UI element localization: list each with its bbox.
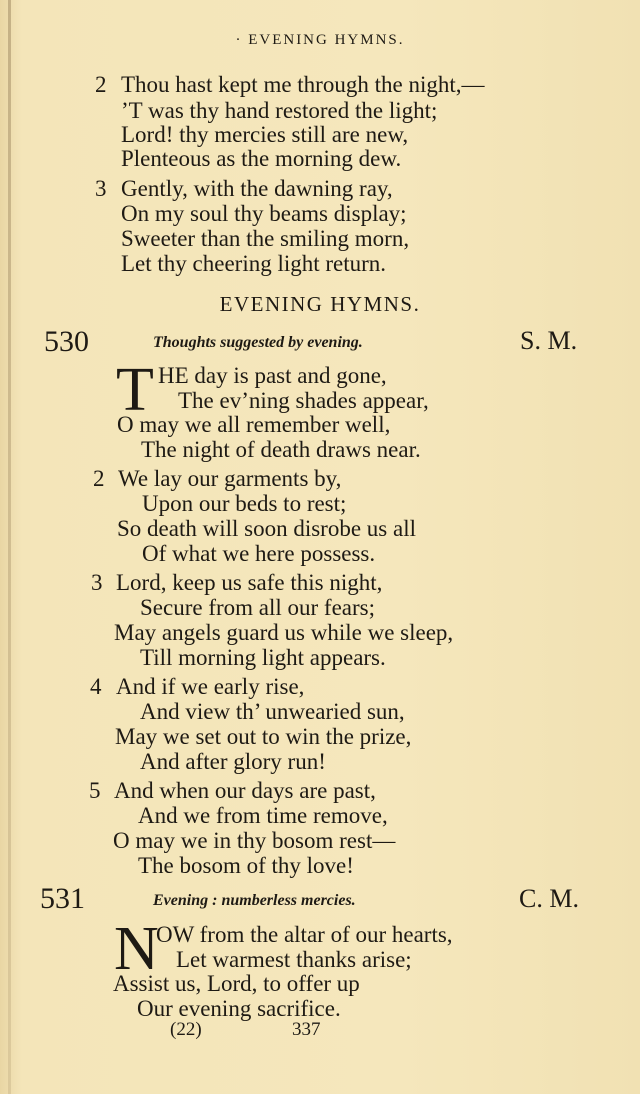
stanza-number: 2 bbox=[93, 466, 105, 491]
verse-line: OW from the altar of our hearts, bbox=[156, 922, 453, 947]
hymn-topic: Thoughts suggested by evening. bbox=[153, 334, 363, 351]
verse-line: HE day is past and gone, bbox=[158, 363, 387, 388]
page-number: 337 bbox=[292, 1019, 321, 1040]
verse-line: Sweeter than the smiling morn, bbox=[121, 226, 410, 251]
drop-cap: N bbox=[114, 915, 159, 983]
verse-line: Of what we here possess. bbox=[142, 541, 376, 566]
signature-mark: (22) bbox=[170, 1019, 202, 1040]
verse-line: May we set out to win the prize, bbox=[115, 724, 412, 749]
stanza-number: 5 bbox=[89, 778, 101, 803]
verse-line: O may we in thy bosom rest— bbox=[113, 828, 396, 853]
hymn-meter: S. M. bbox=[520, 326, 578, 355]
hymn-number: 531 bbox=[40, 882, 85, 915]
verse-line: Let warmest thanks arise; bbox=[176, 947, 412, 972]
verse-line: We lay our garments by, bbox=[118, 466, 342, 491]
hymn-meter: C. M. bbox=[519, 884, 579, 913]
verse-line: ’T was thy hand restored the light; bbox=[121, 98, 438, 123]
verse-line: The ev’ning shades appear, bbox=[178, 388, 429, 413]
stanza-number: 3 bbox=[95, 176, 107, 201]
verse-line: And when our days are past, bbox=[114, 778, 376, 803]
verse-line: Let thy cheering light return. bbox=[121, 251, 387, 276]
stanza-number: 2 bbox=[95, 72, 107, 97]
stanza-number: 4 bbox=[90, 674, 102, 699]
verse-line: Plenteous as the morning dew. bbox=[121, 146, 402, 171]
hymn-number: 530 bbox=[44, 325, 89, 358]
verse-line: And we from time remove, bbox=[138, 803, 388, 828]
verse-line: So death will soon disrobe us all bbox=[117, 516, 416, 541]
verse-line: Lord! thy mercies still are new, bbox=[121, 122, 409, 147]
verse-line: The night of death draws near. bbox=[141, 437, 421, 462]
verse-line: Upon our beds to rest; bbox=[142, 491, 347, 516]
verse-line: The bosom of thy love! bbox=[138, 853, 354, 878]
verse-line: Our evening sacrifice. bbox=[137, 996, 341, 1021]
verse-line: O may we all remember well, bbox=[117, 412, 391, 437]
verse-line: And after glory run! bbox=[140, 749, 326, 774]
drop-cap: T bbox=[116, 356, 154, 424]
verse-line: On my soul thy beams display; bbox=[121, 201, 407, 226]
section-heading: EVENING HYMNS. bbox=[219, 292, 421, 316]
stanza-number: 3 bbox=[91, 570, 103, 595]
running-head: · EVENING HYMNS. bbox=[235, 32, 405, 48]
verse-line: Lord, keep us safe this night, bbox=[116, 570, 383, 595]
verse-line: Till morning light appears. bbox=[140, 645, 386, 670]
verse-line: And if we early rise, bbox=[116, 674, 305, 699]
verse-line: Thou hast kept me through the night,— bbox=[121, 72, 485, 97]
hymn-topic: Evening : numberless mercies. bbox=[153, 892, 356, 909]
verse-line: Gently, with the dawning ray, bbox=[121, 176, 393, 201]
verse-line: Assist us, Lord, to offer up bbox=[113, 971, 360, 996]
verse-line: Secure from all our fears; bbox=[140, 595, 376, 620]
verse-line: And view th’ unwearied sun, bbox=[140, 699, 405, 724]
page-spine-shadow bbox=[8, 0, 11, 1094]
verse-line: May angels guard us while we sleep, bbox=[114, 620, 454, 645]
